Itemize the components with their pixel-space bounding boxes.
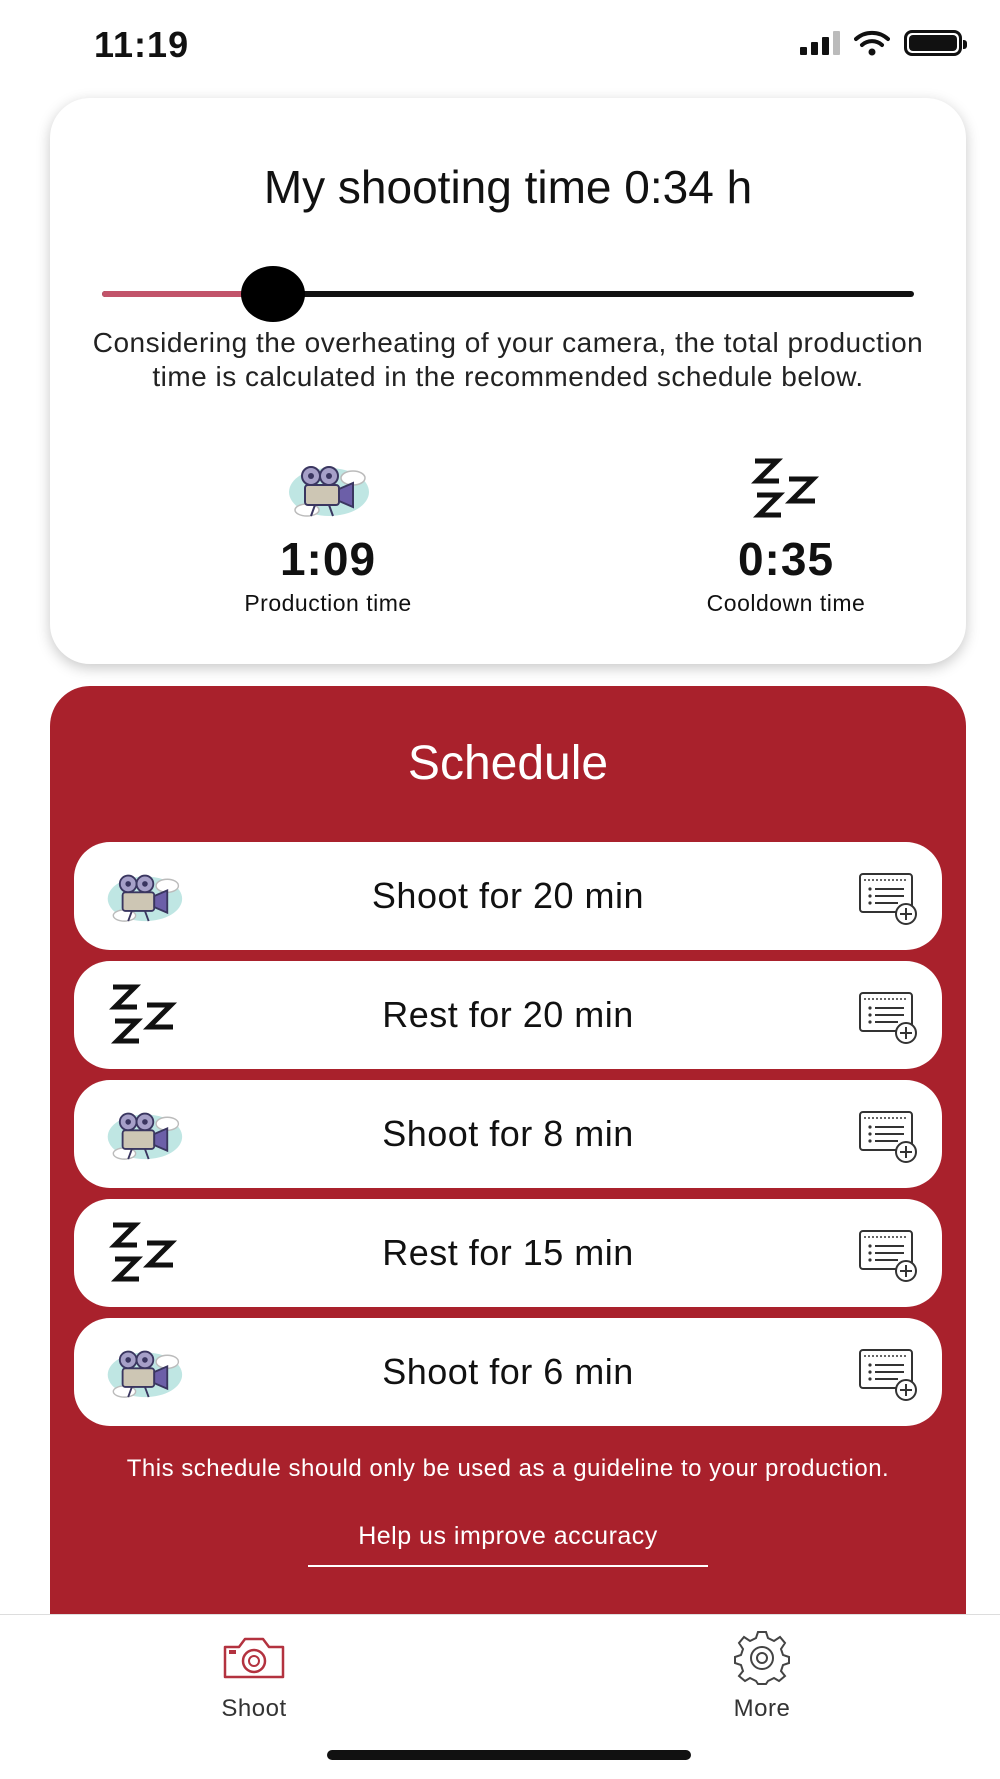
tab-more[interactable] [682, 1627, 842, 1723]
schedule-item-label: Rest for 15 min [382, 1232, 634, 1273]
status-icons [800, 30, 962, 56]
schedule-panel [50, 686, 966, 1616]
status-bar [0, 0, 1000, 90]
add-to-list-icon[interactable] [858, 989, 918, 1045]
add-to-list-icon[interactable] [858, 870, 918, 926]
overheating-info-text: Considering the overheating of your camera, the total production time is calculated in the recommended schedule below. [92, 327, 924, 392]
production-time-value: 1:09 [279, 533, 377, 585]
cooldown-time-label: Cooldown time [706, 590, 866, 616]
cellular-signal-icon [800, 31, 840, 55]
shooting-time-title: My shooting time 0:34 h [263, 161, 753, 213]
add-to-list-icon[interactable] [858, 1346, 918, 1402]
video-camera-icon [285, 456, 371, 522]
battery-icon [904, 30, 962, 56]
zzz-icon [751, 457, 821, 521]
help-improve-accuracy-link[interactable]: Help us improve accuracy [308, 1522, 708, 1567]
schedule-item[interactable] [74, 1080, 942, 1188]
shooting-time-slider[interactable] [102, 264, 914, 324]
schedule-item[interactable] [74, 842, 942, 950]
schedule-item-label: Shoot for 8 min [382, 1113, 634, 1154]
cooldown-time-stat [636, 454, 936, 617]
add-to-list-icon[interactable] [858, 1108, 918, 1164]
schedule-disclaimer: This schedule should only be used as a guideline to your production. [126, 1455, 890, 1482]
status-time: 11:19 [94, 24, 190, 65]
schedule-item[interactable] [74, 1199, 942, 1307]
tab-more-label: More [733, 1695, 791, 1722]
wifi-icon [854, 30, 890, 56]
schedule-title: Schedule [407, 737, 609, 790]
slider-thumb[interactable] [241, 266, 305, 322]
home-indicator [327, 1750, 691, 1760]
production-time-label: Production time [244, 590, 412, 616]
add-to-list-icon[interactable] [858, 1227, 918, 1283]
schedule-item[interactable] [74, 1318, 942, 1426]
schedule-list [74, 842, 942, 1437]
schedule-item-label: Shoot for 20 min [371, 875, 645, 916]
gear-icon [731, 1630, 793, 1686]
tab-shoot-label: Shoot [221, 1695, 287, 1722]
shooting-time-card [50, 98, 966, 664]
schedule-item-label: Rest for 20 min [382, 994, 634, 1035]
tab-shoot[interactable] [174, 1627, 334, 1723]
production-time-stat [178, 454, 478, 617]
schedule-item[interactable] [74, 961, 942, 1069]
camera-icon [221, 1635, 287, 1681]
cooldown-time-value: 0:35 [737, 533, 835, 585]
schedule-item-label: Shoot for 6 min [382, 1351, 634, 1392]
